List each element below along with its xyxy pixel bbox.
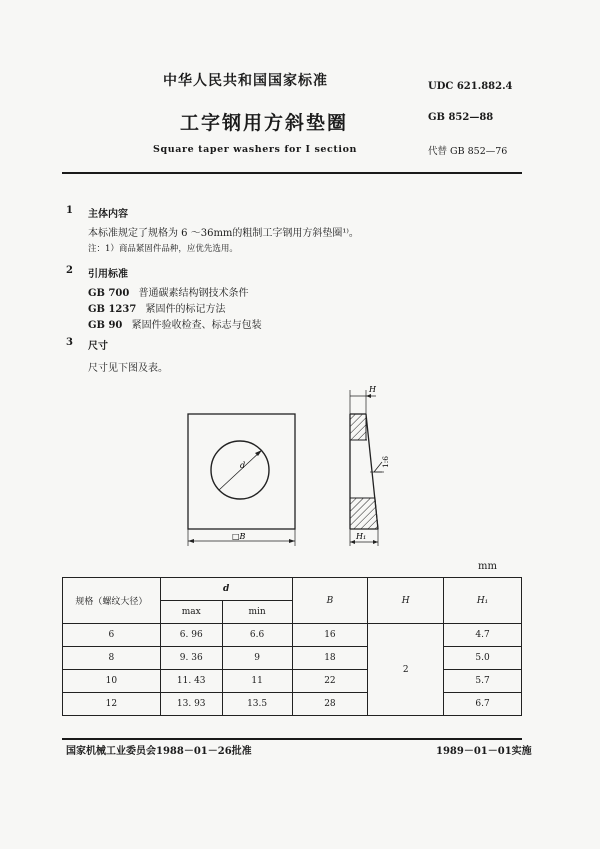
reference-item [88, 284, 249, 299]
square-outline [188, 414, 295, 529]
label-B: □B [232, 532, 246, 541]
footer-rule [62, 738, 522, 740]
reference-code: GB 1237 [88, 304, 137, 315]
header-rule [62, 172, 522, 174]
cell-H: 2 [368, 624, 444, 716]
label-H: H [369, 385, 376, 394]
header-max: max [160, 601, 222, 624]
cell-B: 16 [292, 624, 368, 647]
cell-spec: 12 [63, 693, 161, 716]
section-2-title: 引用标准 [88, 269, 128, 280]
cell-spec: 8 [63, 647, 161, 670]
english-title: Square taper washers for I section [153, 144, 358, 155]
replaces-note: 代替 GB 852—76 [428, 146, 508, 157]
cell-B: 18 [292, 647, 368, 670]
cell-min: 9 [222, 647, 292, 670]
udc-code: UDC 621.882.4 [428, 81, 513, 92]
reference-text: 紧固件验收检查、标志与包装 [131, 320, 262, 331]
cell-B: 28 [292, 693, 368, 716]
cell-H1: 6.7 [444, 693, 522, 716]
section-1-body: 本标准规定了规格为 6 ～36mm的粗制工字钢用方斜垫圈¹⁾。 [88, 228, 359, 239]
cell-spec: 6 [63, 624, 161, 647]
label-slope: 1:6 [381, 455, 390, 468]
section-2-number: 2 [66, 265, 73, 276]
reference-item [88, 316, 262, 331]
cell-min: 11 [222, 670, 292, 693]
standard-org-heading: 中华人民共和国国家标准 [163, 73, 328, 89]
section-1-note: 注：1）商品紧固件品种，应优先选用。 [88, 244, 238, 254]
header-min: min [222, 601, 292, 624]
section-3-body: 尺寸见下图及表。 [88, 363, 168, 374]
approval-date: 国家机械工业委员会1988－01－26批准 [66, 746, 252, 757]
cell-H1: 4.7 [444, 624, 522, 647]
header-B: B [292, 578, 368, 624]
cell-B: 22 [292, 670, 368, 693]
cell-min: 6.6 [222, 624, 292, 647]
section-1-number: 1 [66, 205, 73, 216]
effective-date: 1989－01－01实施 [436, 746, 532, 757]
cell-max: 6. 96 [160, 624, 222, 647]
table-row [63, 647, 522, 670]
section-1-title: 主体内容 [88, 209, 128, 220]
table-row [63, 693, 522, 716]
reference-text: 紧固件的标记方法 [145, 304, 226, 315]
cell-max: 9. 36 [160, 647, 222, 670]
section-3-title: 尺寸 [88, 341, 108, 352]
cell-spec: 10 [63, 670, 161, 693]
header-H1: H₁ [444, 578, 522, 624]
header-spec: 规格（螺纹大径） [63, 578, 161, 624]
cell-min: 13.5 [222, 693, 292, 716]
section-3-number: 3 [66, 337, 73, 348]
dimension-table [62, 577, 522, 716]
reference-item [88, 300, 226, 315]
reference-code: GB 90 [88, 320, 123, 331]
gb-number: GB 852—88 [428, 112, 494, 123]
header-d: d [160, 578, 292, 601]
cell-H1: 5.7 [444, 670, 522, 693]
document-title: 工字钢用方斜垫圈 [180, 112, 349, 134]
table-unit: mm [478, 561, 497, 572]
table-row [63, 670, 522, 693]
reference-text: 普通碳素结构钢技术条件 [138, 288, 249, 299]
label-d: d [240, 461, 246, 470]
table-row [63, 624, 522, 647]
cell-max: 13. 93 [160, 693, 222, 716]
cell-max: 11. 43 [160, 670, 222, 693]
label-H1: H₁ [356, 532, 367, 541]
washer-drawing [170, 380, 410, 555]
cell-H1: 5.0 [444, 647, 522, 670]
reference-code: GB 700 [88, 288, 130, 299]
header-H: H [368, 578, 444, 624]
diameter-line [219, 450, 262, 490]
